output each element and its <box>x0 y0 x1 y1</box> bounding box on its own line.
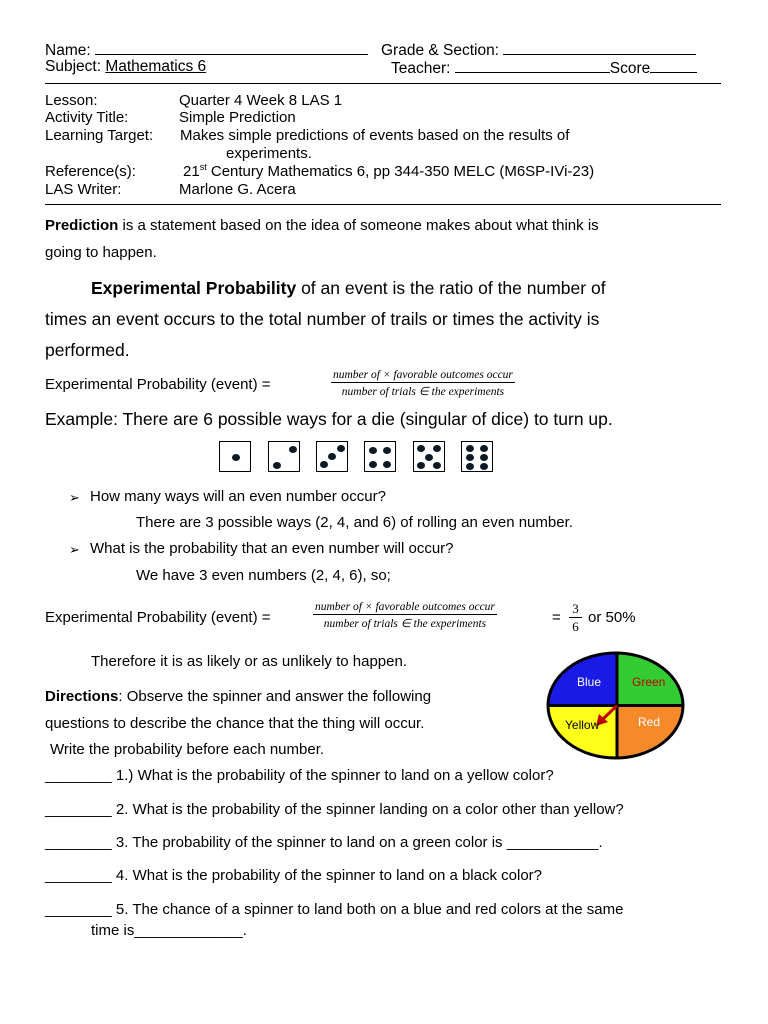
die-pip <box>417 462 425 469</box>
die-pip <box>383 447 391 454</box>
example-answer-2: We have 3 even numbers (2, 4, 6), so; <box>136 567 391 584</box>
example-question-2: What is the probability that an even number will occur? <box>90 540 454 557</box>
die-pip <box>466 445 474 452</box>
formula-equals: = <box>552 609 561 626</box>
formula-numerator: number of × favorable outcomes occur <box>333 369 513 381</box>
spinner-label-blue: Blue <box>577 675 602 689</box>
die-pip <box>417 445 425 452</box>
spinner-label-yellow: Yellow <box>565 718 600 732</box>
die-face-5 <box>413 441 445 472</box>
die-pip <box>425 454 433 461</box>
die-pip <box>480 463 488 470</box>
die-face-2 <box>268 441 300 472</box>
die-pip <box>328 453 336 460</box>
die-face-1 <box>219 441 251 472</box>
reference-value: 21st Century Mathematics 6, pp 344-350 MELC (M6SP-IVi-23) <box>183 162 595 180</box>
answer-blank[interactable]: ________ <box>45 834 112 851</box>
name-field: Name: <box>45 40 368 59</box>
die-pip <box>383 461 391 468</box>
experimental-line-2: times an event occurs to the total number of trails or times the activity is <box>45 309 600 329</box>
exercise-5-cont: time is_____________. <box>91 922 247 939</box>
spinner-label-red: Red <box>638 715 661 729</box>
die-pip <box>320 461 328 468</box>
bullet-arrow-icon: ➢ <box>69 542 80 557</box>
answer-blank[interactable]: ________ <box>45 867 112 884</box>
formula-numerator-2: number of × favorable outcomes occur <box>315 601 495 613</box>
reference-label: Reference(s): <box>45 163 136 180</box>
prediction-line-1: Prediction is a statement based on the idea of someone makes about what think is <box>45 217 599 234</box>
grade-blank[interactable] <box>503 40 696 55</box>
exercise-5: ________ 5. The chance of a spinner to land both on a blue and red colors at the same <box>45 901 624 918</box>
formula-denominator-2: number of trials ∈ the experiments <box>323 618 487 630</box>
die-pip <box>273 462 281 469</box>
die-pip <box>480 445 488 452</box>
header-divider <box>45 83 721 84</box>
subject-value: Mathematics 6 <box>105 58 207 75</box>
directions-line-3: Write the probability before each number. <box>50 741 325 758</box>
exercise-3: ________ 3. The probability of the spinner to land on a green color is ___________. <box>45 834 603 851</box>
name-blank[interactable] <box>95 40 368 55</box>
subject-field: Subject: Mathematics 6 <box>45 58 207 75</box>
result-denominator: 6 <box>572 619 579 634</box>
target-value: Makes simple predictions of events based on the results of <box>180 127 570 144</box>
writer-label: LAS Writer: <box>45 181 122 198</box>
experimental-line-3: performed. <box>45 340 130 360</box>
die-pip <box>289 446 297 453</box>
therefore-text: Therefore it is as likely or as unlikely to happen. <box>91 653 407 670</box>
result-numerator: 3 <box>569 601 582 618</box>
activity-value: Simple Prediction <box>179 109 296 126</box>
answer-blank[interactable]: ________ <box>45 801 112 818</box>
result-percent: or 50% <box>588 609 636 626</box>
grade-field: Grade & Section: <box>381 40 696 59</box>
example-text: Example: There are 6 possible ways for a die (singular of dice) to turn up. <box>45 409 613 429</box>
exercise-4: ________ 4. What is the probability of the spinner to land on a black color? <box>45 867 543 884</box>
die-face-3 <box>316 441 348 472</box>
die-face-6 <box>461 441 493 472</box>
formula-denominator: number of trials ∈ the experiments <box>341 386 505 398</box>
result-fraction <box>569 601 582 635</box>
writer-value: Marlone G. Acera <box>179 181 296 198</box>
experimental-line-1: Experimental Probability of an event is the ratio of the number of <box>91 278 606 298</box>
formula-label: Experimental Probability (event) = <box>45 376 271 393</box>
target-label: Learning Target: <box>45 127 154 144</box>
lesson-value: Quarter 4 Week 8 LAS 1 <box>179 92 343 109</box>
die-pip <box>433 445 441 452</box>
answer-blank[interactable]: ________ <box>45 901 112 918</box>
exercise-2: ________ 2. What is the probability of the spinner landing on a color other than yellow? <box>45 801 624 818</box>
exercise-1: ________ 1.) What is the probability of the spinner to land on a yellow color? <box>45 767 554 784</box>
die-pip <box>337 445 345 452</box>
spinner <box>545 651 685 760</box>
teacher-field: Teacher: Score <box>391 58 697 77</box>
directions-line-2: questions to describe the chance that the thing will occur. <box>45 715 425 732</box>
spinner-label-green: Green <box>632 675 666 689</box>
die-pip <box>369 461 377 468</box>
target-value-cont: experiments. <box>226 145 312 162</box>
example-answer-1: There are 3 possible ways (2, 4, and 6) of rolling an even number. <box>136 514 573 531</box>
prediction-line-2: going to happen. <box>45 244 157 261</box>
die-pip <box>466 454 474 461</box>
formula-fraction-2 <box>313 601 497 630</box>
bullet-arrow-icon: ➢ <box>69 490 80 505</box>
answer-blank[interactable]: ________ <box>45 767 112 784</box>
example-question-1: How many ways will an even number occur? <box>90 488 386 505</box>
die-pip <box>232 454 240 461</box>
die-pip <box>466 463 474 470</box>
score-label: Score <box>609 60 651 77</box>
formula-label-2: Experimental Probability (event) = <box>45 609 271 626</box>
die-face-4 <box>364 441 396 472</box>
formula-fraction <box>331 369 515 398</box>
activity-label: Activity Title: <box>45 109 129 126</box>
die-pip <box>433 462 441 469</box>
lesson-label: Lesson: <box>45 92 98 109</box>
directions-line-1: Directions: Observe the spinner and answer the following <box>45 688 432 705</box>
die-pip <box>369 447 377 454</box>
info-divider <box>45 204 721 205</box>
score-blank[interactable] <box>650 58 697 73</box>
teacher-blank[interactable] <box>455 58 610 73</box>
die-pip <box>480 454 488 461</box>
